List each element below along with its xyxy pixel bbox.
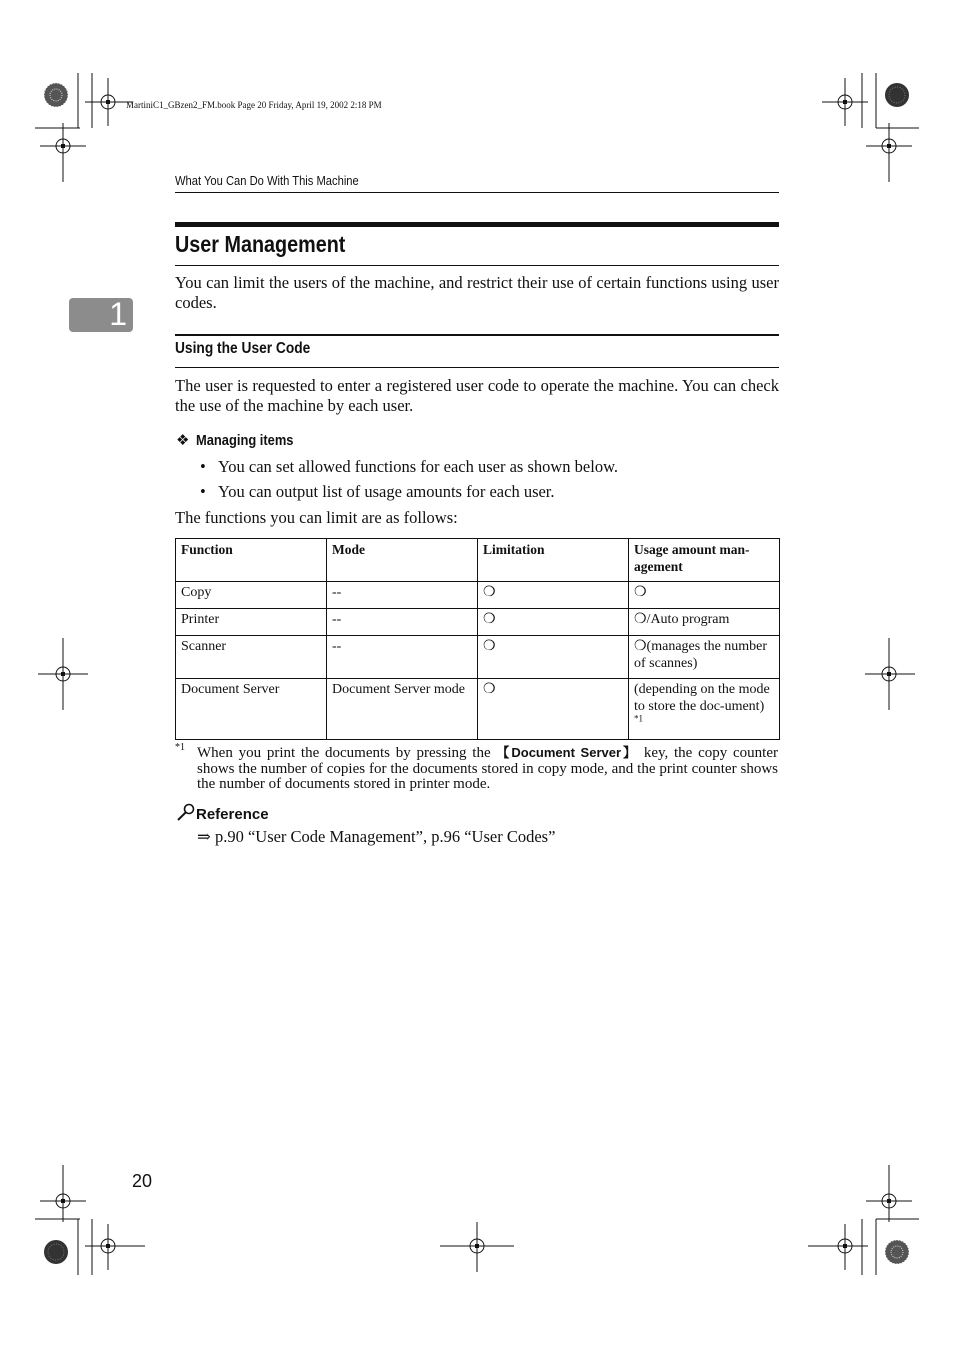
- managing-items-label: Managing items: [196, 432, 294, 449]
- managing-items-heading: [176, 431, 309, 449]
- reference-heading: [176, 803, 269, 823]
- table-row: [176, 636, 780, 679]
- footnote-text-part: key, the copy counter shows the number of copies for the documents stored in copy mode, and the print counter shows the number of documents stored in printer mode.: [197, 745, 778, 792]
- magnifier-icon: [176, 803, 196, 821]
- table-cell: Document Server mode: [327, 679, 478, 740]
- footnote-text: [197, 745, 778, 793]
- list-item: • You can output list of usage amounts for each user.: [200, 482, 555, 501]
- table-cell: ❍: [478, 679, 629, 740]
- page-number: 20: [132, 1171, 153, 1191]
- chapter-tab: [69, 298, 133, 332]
- book-info-slug: MartiniC1_GBzen2_FM.book Page 20 Friday, April 19, 2002 2:18 PM: [126, 100, 382, 110]
- table-row: [176, 582, 780, 609]
- footnote-ref: *1: [634, 713, 643, 724]
- reference-link[interactable]: ⇒ p.90 “User Code Management”, p.96 “User Codes”: [197, 827, 556, 846]
- page-title: User Management: [175, 231, 346, 257]
- table-cell: ❍: [478, 582, 629, 609]
- table-header-cell: Function: [176, 539, 327, 582]
- table-cell: ❍: [478, 609, 629, 636]
- table-cell: Copy: [176, 582, 327, 609]
- running-header: What You Can Do With This Machine: [175, 173, 359, 188]
- table-header-row: [176, 539, 780, 582]
- section-top-rule: [175, 334, 779, 336]
- table-header-cell: Limitation: [478, 539, 629, 582]
- intro-paragraph: You can limit the users of the machine, and restrict their use of certain functions using user codes.: [175, 273, 779, 312]
- table-header-cell: Usage amount man-agement: [629, 539, 780, 582]
- table-row: [176, 679, 780, 740]
- table-cell: Scanner: [176, 636, 327, 679]
- chapter-number: 1: [109, 296, 127, 332]
- table-cell: ❍(manages the number of scannes): [629, 636, 780, 679]
- table-cell: [629, 679, 780, 740]
- list-item-text: You can set allowed functions for each user as shown below.: [218, 457, 619, 476]
- table-cell: Document Server: [176, 679, 327, 740]
- footnote-text-part: When you print the documents by pressing the: [197, 745, 497, 761]
- document-server-key: 【Document Server】: [496, 745, 639, 760]
- table-cell: --: [327, 636, 478, 679]
- table-header-cell: Mode: [327, 539, 478, 582]
- table-cell: ❍: [629, 582, 780, 609]
- table-cell: ❍: [478, 636, 629, 679]
- section-paragraph: The user is requested to enter a registered user code to operate the machine. You can check the use of the machine by each user.: [175, 376, 779, 415]
- section-bottom-rule: [175, 367, 779, 368]
- functions-table: [175, 538, 780, 740]
- running-header-rule: [175, 192, 779, 193]
- list-item-text: You can output list of usage amounts for each user.: [218, 482, 555, 501]
- table-cell: --: [327, 609, 478, 636]
- title-bottom-rule: [175, 265, 779, 266]
- table-cell: Printer: [176, 609, 327, 636]
- table-cell-text: (depending on the mode to store the doc-ument): [634, 682, 770, 714]
- footnote-mark: *1: [175, 742, 185, 753]
- reference-label: Reference: [196, 806, 269, 823]
- section-heading: Using the User Code: [175, 340, 311, 357]
- list-item: • You can set allowed functions for each user as shown below.: [200, 457, 619, 476]
- title-top-rule: [175, 222, 779, 227]
- diamond-bullet-icon: ❖: [176, 432, 190, 449]
- table-cell: ❍/Auto program: [629, 609, 780, 636]
- table-cell: --: [327, 582, 478, 609]
- table-row: [176, 609, 780, 636]
- limit-intro: The functions you can limit are as follows:: [175, 508, 458, 527]
